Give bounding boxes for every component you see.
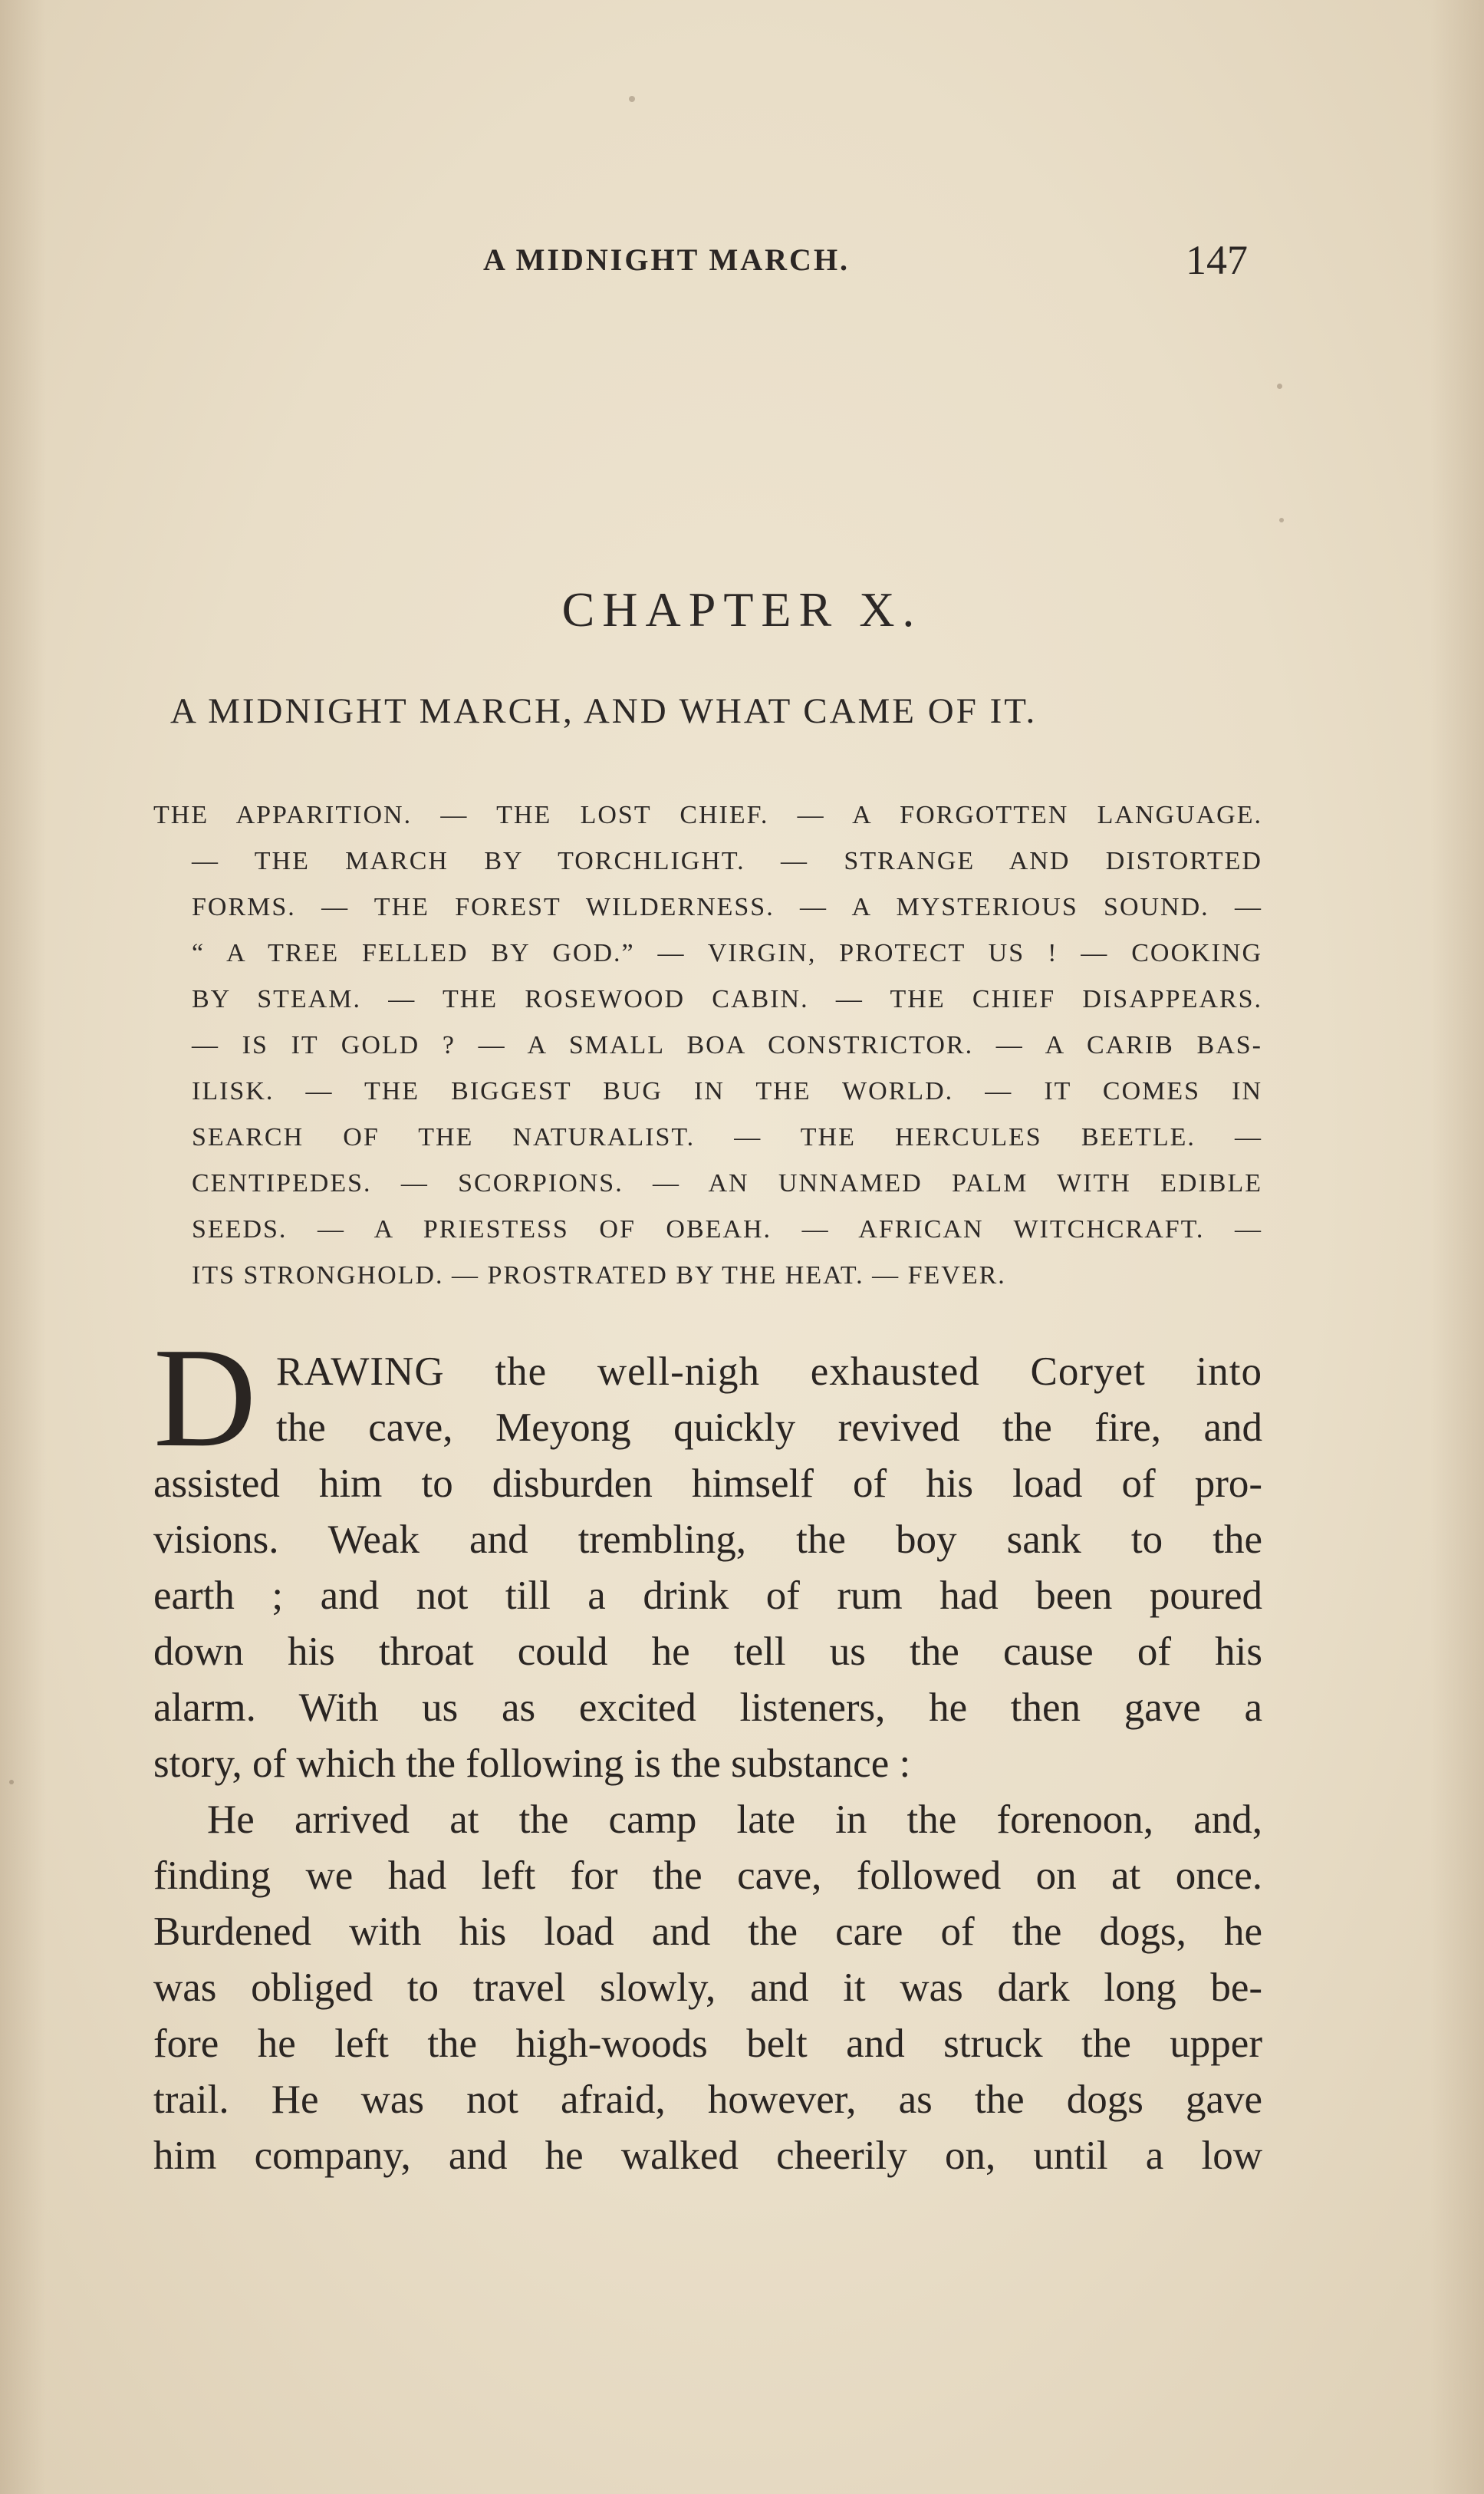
body-line: fore he left the high-woods belt and struck the upper — [153, 2021, 1262, 2066]
body-line: finding we had left for the cave, followed on at once. — [153, 1853, 1262, 1898]
body-text — [153, 1344, 1262, 2184]
body-line: RAWING the well-nigh exhausted Coryet into — [276, 1349, 1262, 1394]
body-line: Burdened with his load and the care of the dogs, he — [153, 1909, 1262, 1954]
body-line: He arrived at the camp late in the forenoon, and, — [207, 1797, 1262, 1842]
body-line: assisted him to disburden himself of his load of pro- — [153, 1461, 1262, 1506]
chapter-title: CHAPTER X. — [561, 582, 923, 637]
body-line: trail. He was not afraid, however, as the dogs gave — [153, 2077, 1262, 2122]
summary-line: ITS STRONGHOLD. — PROSTRATED BY THE HEAT. — FEVER. — [192, 1261, 1006, 1290]
summary-line: FORMS. — THE FOREST WILDERNESS. — A MYSTERIOUS SOUND. — — [192, 893, 1262, 921]
body-line: story, of which the following is the substance : — [153, 1741, 911, 1786]
chapter-subtitle: A MIDNIGHT MARCH, AND WHAT CAME OF IT. — [170, 691, 1038, 731]
chapter-summary — [153, 792, 1262, 1299]
summary-line: CENTIPEDES. — SCORPIONS. — AN UNNAMED PALM WITH EDIBLE — [192, 1169, 1262, 1198]
summary-line: BY STEAM. — THE ROSEWOOD CABIN. — THE CHIEF DISAPPEARS. — [192, 985, 1262, 1013]
body-line: him company, and he walked cheerily on, until a low — [153, 2133, 1262, 2178]
paper-speck — [9, 1780, 14, 1784]
body-line: down his throat could he tell us the cause of his — [153, 1629, 1262, 1674]
summary-line: “ A TREE FELLED BY GOD.” — VIRGIN, PROTECT US ! — COOKING — [192, 939, 1262, 967]
drop-cap: D — [153, 1319, 257, 1477]
paper-speck — [1279, 518, 1284, 522]
summary-line: — IS IT GOLD ? — A SMALL BOA CONSTRICTOR. — A CARIB BAS- — [192, 1031, 1262, 1059]
body-line: the cave, Meyong quickly revived the fire, and — [276, 1405, 1262, 1450]
summary-line: ILISK. — THE BIGGEST BUG IN THE WORLD. — IT COMES IN — [192, 1077, 1262, 1105]
body-line: was obliged to travel slowly, and it was dark long be- — [153, 1965, 1262, 2010]
body-line: visions. Weak and trembling, the boy sank to the — [153, 1517, 1262, 1562]
summary-line: — THE MARCH BY TORCHLIGHT. — STRANGE AND DISTORTED — [192, 847, 1262, 875]
body-line: alarm. With us as excited listeners, he then gave a — [153, 1685, 1262, 1730]
summary-line: THE APPARITION. — THE LOST CHIEF. — A FORGOTTEN LANGUAGE. — [153, 801, 1262, 829]
page-right-shadow — [1430, 0, 1484, 2494]
paper-speck — [629, 96, 635, 102]
summary-line: SEEDS. — A PRIESTESS OF OBEAH. — AFRICAN WITCHCRAFT. — — [192, 1215, 1262, 1244]
page-number: 147 — [1186, 237, 1248, 283]
running-title: A MIDNIGHT MARCH. — [483, 242, 851, 277]
page-left-shadow — [0, 0, 46, 2494]
paper-speck — [1277, 384, 1282, 389]
body-line: earth ; and not till a drink of rum had been poured — [153, 1573, 1262, 1618]
summary-line: SEARCH OF THE NATURALIST. — THE HERCULES BEETLE. — — [192, 1123, 1262, 1151]
